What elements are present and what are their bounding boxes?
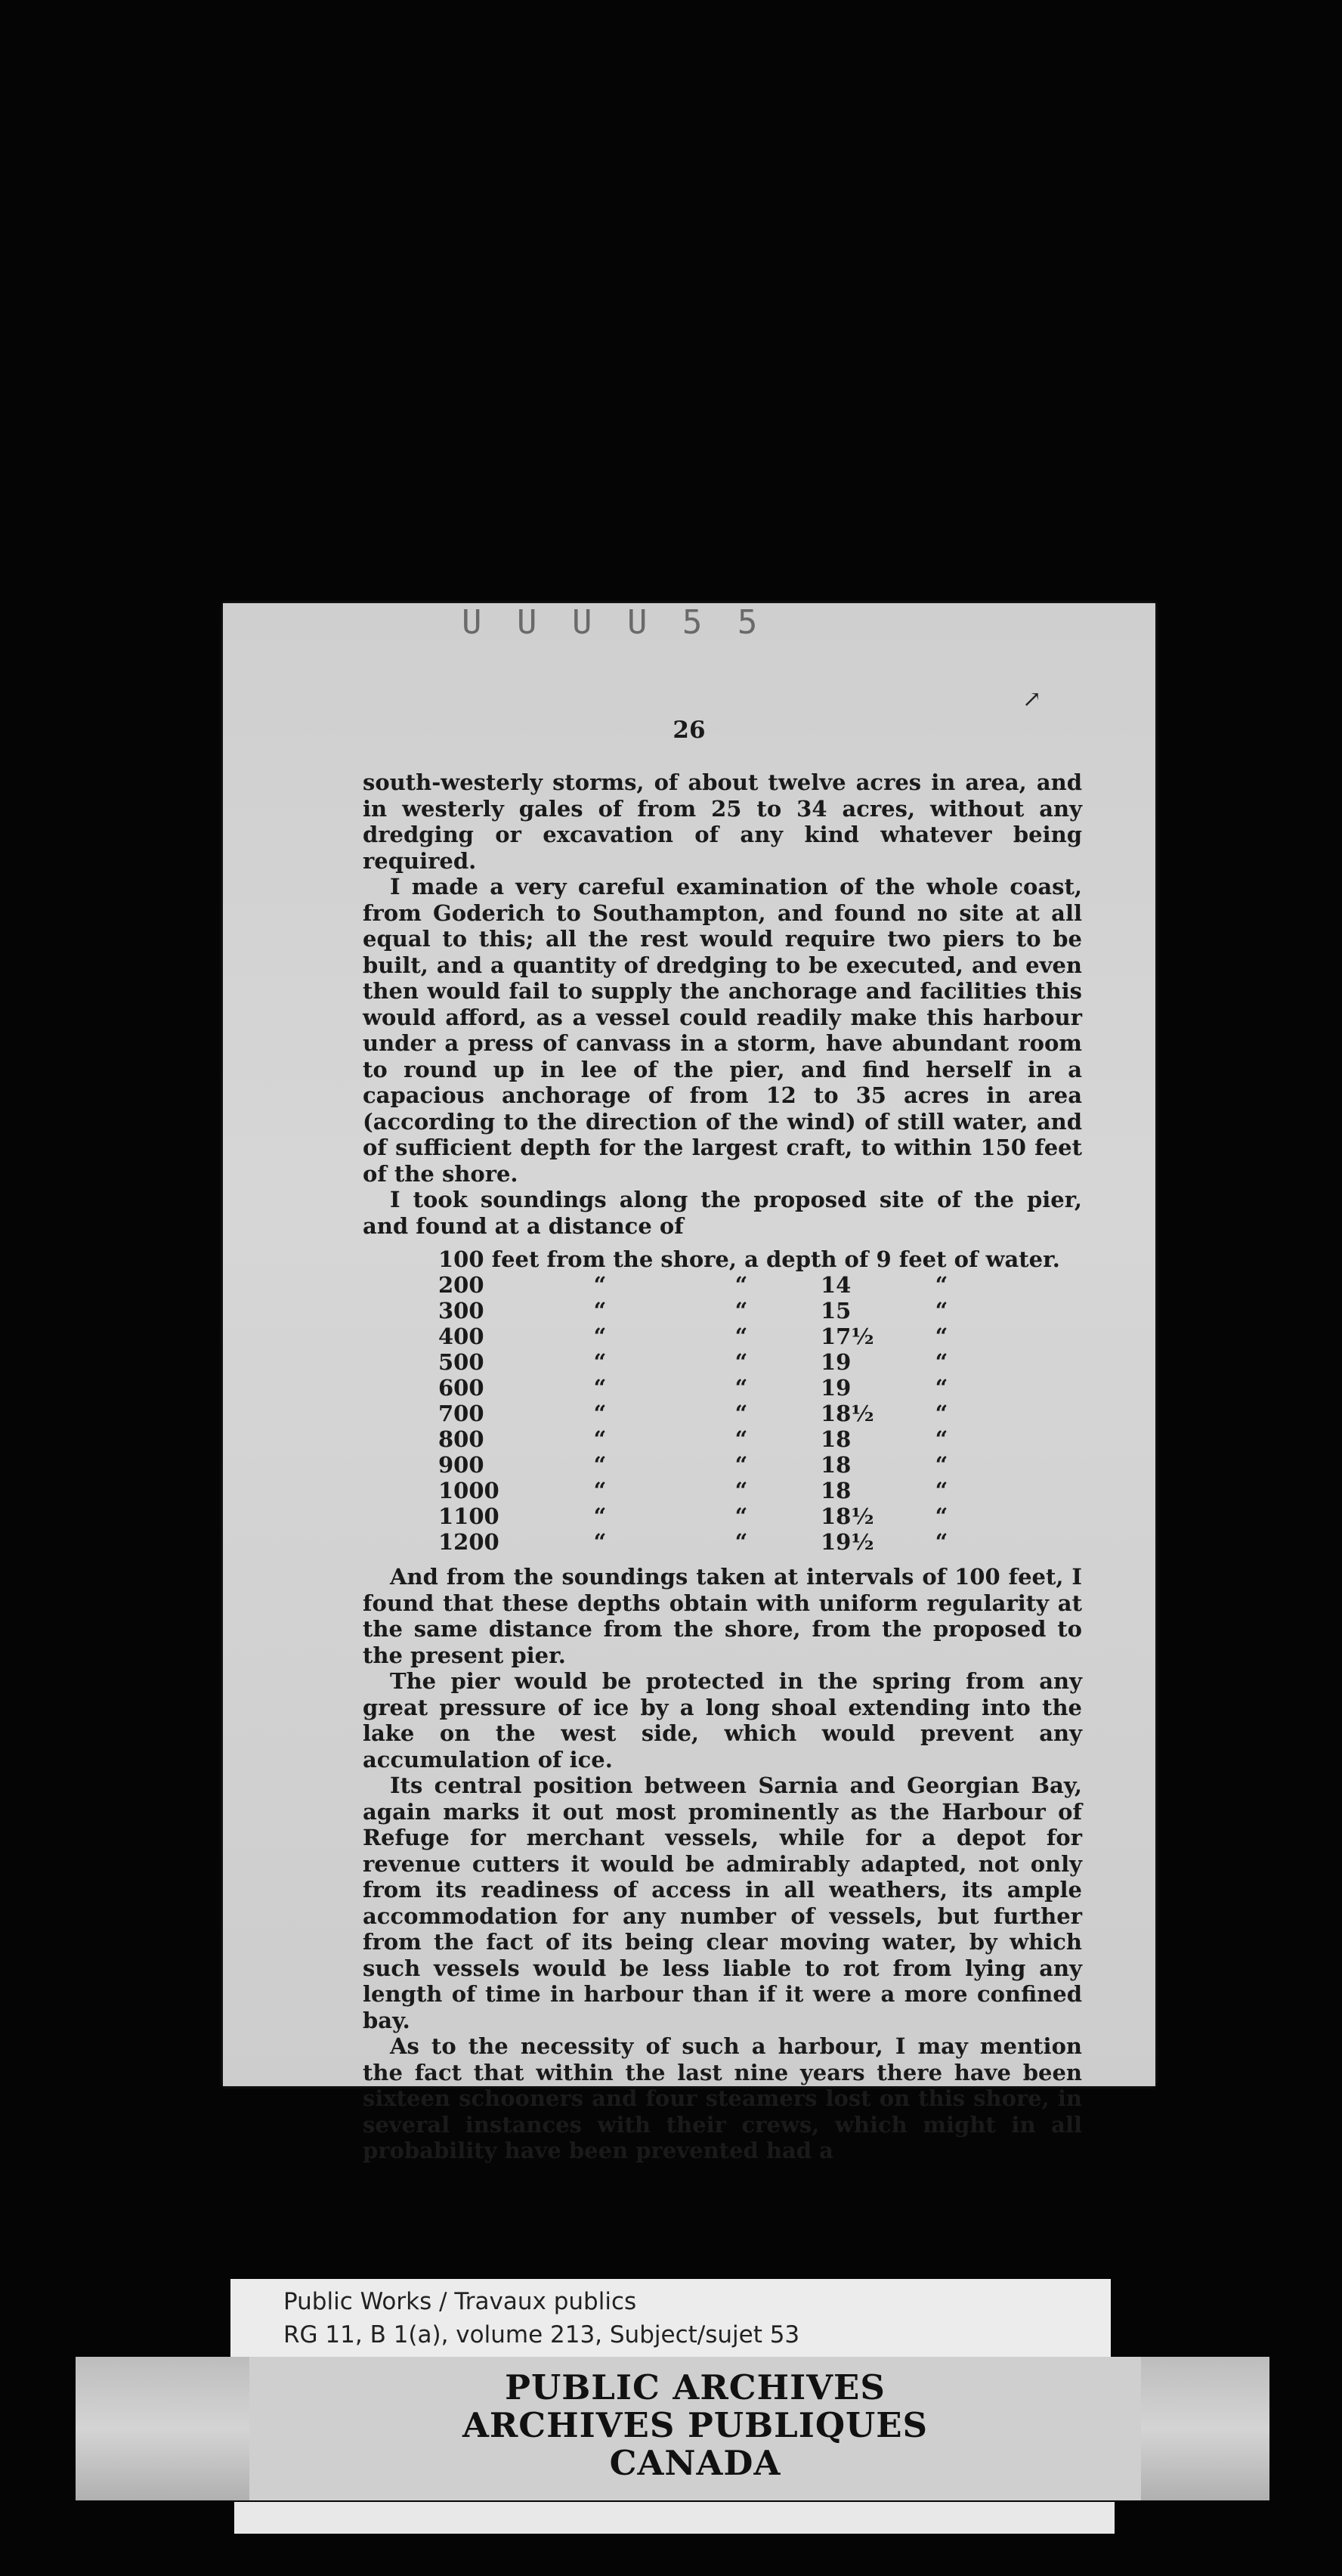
ditto-mark: “ (593, 1272, 607, 1298)
soundings-row (363, 1324, 1082, 1349)
paragraph: south-westerly storms, of about twelve acres in area, and in westerly gales of from 25 to 34 acres, without any dredging or excavation of any kind whatever being required. (363, 769, 1082, 874)
sounding-distance: 900 (438, 1452, 484, 1478)
ditto-mark: “ (593, 1324, 607, 1349)
bottom-strip (234, 2502, 1115, 2534)
ditto-mark: “ (734, 1503, 748, 1529)
ditto-mark: “ (935, 1272, 948, 1298)
archive-country: CANADA (609, 2443, 781, 2483)
sounding-distance: 500 (438, 1349, 484, 1375)
ditto-mark: “ (935, 1503, 948, 1529)
ditto-mark: “ (734, 1401, 748, 1426)
page-body (363, 769, 1082, 2164)
archive-banner-inner (249, 2357, 1141, 2500)
soundings-row (363, 1529, 1082, 1555)
soundings-first-row (363, 1246, 1082, 1272)
sounding-depth: 15 (821, 1298, 852, 1324)
paragraph: As to the necessity of such a harbour, I may mention the fact that within the last nine years there have been sixteen schooners and four steamers lost on this shore, in several instances with their crews, which might in all probability have been prevented had a (363, 2033, 1082, 2163)
sounding-depth: 18 (821, 1426, 852, 1452)
soundings-table (363, 1246, 1082, 1555)
paragraph: Its central position between Sarnia and Georgian Bay, again marks it out most prominently as the Harbour of Refuge for merchant vessels, while for a depot for revenue cutters it would be admirably adapted, not only from its readiness of access in all weathers, its ample accommodation for any number of vessels, but further from the fact of its being clear moving water, by which such vessels would be less liable to rot from lying any length of time in harbour than if it were a more confined bay. (363, 1773, 1082, 2033)
ditto-mark: “ (734, 1298, 748, 1324)
sounding-depth: 19 (821, 1349, 852, 1375)
ditto-mark: “ (593, 1401, 607, 1426)
sounding-depth: 17½ (821, 1324, 874, 1349)
archive-name-fr: ARCHIVES PUBLIQUES (462, 2405, 929, 2445)
sounding-distance: 1200 (438, 1529, 499, 1555)
ditto-mark: “ (734, 1349, 748, 1375)
sounding-distance: 1100 (438, 1503, 499, 1529)
soundings-row (363, 1478, 1082, 1503)
page-number: 26 (673, 717, 706, 744)
sounding-distance: 300 (438, 1298, 484, 1324)
soundings-row (363, 1349, 1082, 1375)
soundings-row (363, 1503, 1082, 1529)
sounding-depth: 14 (821, 1272, 852, 1298)
ditto-mark: “ (734, 1529, 748, 1555)
soundings-row (363, 1426, 1082, 1452)
soundings-row (363, 1272, 1082, 1298)
ditto-mark: “ (734, 1324, 748, 1349)
soundings-first-row-text: 100 feet from the shore, a depth of 9 feet of water. (438, 1246, 1060, 1272)
ditto-mark: “ (734, 1478, 748, 1503)
sounding-depth: 18 (821, 1452, 852, 1478)
pencil-mark: ↗ (1022, 686, 1042, 713)
sounding-depth: 18 (821, 1478, 852, 1503)
ditto-mark: “ (935, 1529, 948, 1555)
archive-label (230, 2279, 1111, 2361)
soundings-row (363, 1375, 1082, 1401)
ditto-mark: “ (935, 1401, 948, 1426)
sounding-distance: 400 (438, 1324, 484, 1349)
sounding-distance: 1000 (438, 1478, 499, 1503)
paragraph: I took soundings along the proposed site of the pier, and found at a distance of (363, 1187, 1082, 1239)
ditto-mark: “ (734, 1426, 748, 1452)
ditto-mark: “ (593, 1375, 607, 1401)
ditto-mark: “ (593, 1426, 607, 1452)
paragraph: The pier would be protected in the spring from any great pressure of ice by a long shoal extending into the lake on the west side, which would prevent any accumulation of ice. (363, 1668, 1082, 1773)
document-page (223, 603, 1155, 2163)
ditto-mark: “ (935, 1478, 948, 1503)
label-reference: RG 11, B 1(a), volume 213, Subject/sujet 53 (283, 2321, 800, 2348)
archive-banner (76, 2357, 1269, 2500)
paragraph: I made a very careful examination of the whole coast, from Goderich to Southampton, and found no site at all equal to this; all the rest would require two piers to be built, and a quantity of dredging to be executed, and even then would fail to supply the anchorage and facilities this would afford, as a vessel could readily make this harbour under a press of canvass in a storm, have abundant room to round up in lee of the pier, and find herself in a capacious anchorage of from 12 to 35 acres in area (according to the direction of the wind) of still water, and of sufficient depth for the largest craft, to within 150 feet of the shore. (363, 874, 1082, 1187)
ditto-mark: “ (935, 1298, 948, 1324)
sounding-depth: 19 (821, 1375, 852, 1401)
ditto-mark: “ (935, 1324, 948, 1349)
sounding-distance: 700 (438, 1401, 484, 1426)
sounding-distance: 800 (438, 1426, 484, 1452)
ditto-mark: “ (593, 1478, 607, 1503)
soundings-row (363, 1401, 1082, 1426)
ditto-mark: “ (593, 1298, 607, 1324)
archive-stamp-number: U U U U 5 5 (462, 603, 765, 642)
ditto-mark: “ (593, 1503, 607, 1529)
ditto-mark: “ (593, 1529, 607, 1555)
paragraph: And from the soundings taken at intervals of 100 feet, I found that these depths obtain with uniform regularity at the same distance from the shore, from the proposed to the present pier. (363, 1564, 1082, 1668)
ditto-mark: “ (734, 1452, 748, 1478)
sounding-depth: 19½ (821, 1529, 874, 1555)
ditto-mark: “ (734, 1272, 748, 1298)
ditto-mark: “ (734, 1375, 748, 1401)
ditto-mark: “ (935, 1375, 948, 1401)
ditto-mark: “ (935, 1349, 948, 1375)
sounding-depth: 18½ (821, 1401, 874, 1426)
ditto-mark: “ (935, 1452, 948, 1478)
ditto-mark: “ (935, 1426, 948, 1452)
soundings-row (363, 1298, 1082, 1324)
ditto-mark: “ (593, 1349, 607, 1375)
soundings-row (363, 1452, 1082, 1478)
sounding-distance: 200 (438, 1272, 484, 1298)
sounding-depth: 18½ (821, 1503, 874, 1529)
archive-name-en: PUBLIC ARCHIVES (505, 2367, 886, 2407)
label-collection: Public Works / Travaux publics (283, 2288, 637, 2315)
ditto-mark: “ (593, 1452, 607, 1478)
sounding-distance: 600 (438, 1375, 484, 1401)
